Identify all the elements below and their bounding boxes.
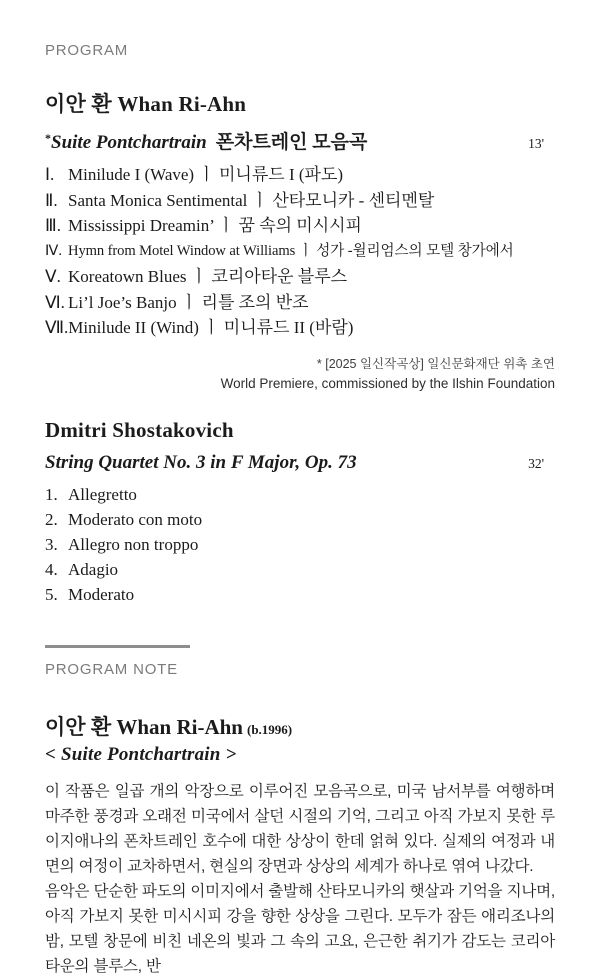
movement-title: Adagio [68,560,119,580]
composer-name-whan-ri-ahn: 이안 환 Whan Ri-Ahn [45,92,247,116]
movement-row [45,239,555,265]
movement-numeral: 5. [45,585,58,605]
movement-numeral: Ⅵ. [45,292,65,312]
movement-list-suite [45,162,555,341]
work-title-row-suite-pontchartrain [45,127,555,154]
work-title [45,131,207,154]
composer-birth-year: (b.1996) [246,721,293,737]
movement-row [45,582,555,607]
movement-row [45,213,555,239]
composer-name-shostakovich: Dmitri Shostakovich [45,417,234,442]
premiere-footnote-korean: * [2025 일신작곡상] 일신문화재단 위촉 초연 [316,356,555,371]
note-composer-name: 이안 환 Whan Ri-Ahn [45,714,243,739]
movement-title: Allegretto [68,484,137,504]
movement-title: Li’l Joe’s Banjo ㅣ 리틀 조의 반조 [68,292,309,312]
movement-numeral: Ⅳ. [45,242,62,259]
movement-row [45,264,555,290]
movement-numeral: 2. [45,509,58,529]
movement-title: Moderato con moto [68,509,203,529]
program-section-label: PROGRAM [45,42,129,59]
movement-row [45,188,555,214]
movement-list-quartet [45,482,555,608]
movement-numeral: Ⅴ. [45,267,61,286]
movement-numeral: Ⅰ. [45,165,55,184]
program-note-paragraph: 이 작품은 일곱 개의 악장으로 이루어진 모음곡으로, 미국 남서부를 여행하며 마주한 풍경과 오래전 미국에서 살던 시절의 기억, 그리고 아직 가보지 못한 루이지애나의 폰차트레인 호수에 대한 상상이 한데 얽혀 있다. 실제의 여정과 내면의 여정이 교차하면서, 현실의 장면과 상상의 세계가 하나로 엮여 나갔다. [45,782,555,875]
program-note-body [45,779,555,979]
work-duration: 13' [528,136,544,151]
movement-title: Mississippi Dreamin’ ㅣ 꿈 속의 미시시피 [68,216,362,235]
movement-title: Hymn from Motel Window at Williams ㅣ 성가 -윌리엄스의 모텔 창가에서 [68,242,514,259]
movement-row [45,482,555,507]
work-title-english: String Quartet No. 3 in F Major, Op. 73 [45,451,357,473]
work-title-row-string-quartet [45,452,555,474]
movement-title: Santa Monica Sentimental ㅣ 산타모니카 - 센티멘탈 [68,190,435,210]
premiere-asterisk: * [45,131,51,145]
note-composer-heading [45,711,555,741]
work-title-english: Suite Pontchartrain [51,132,207,153]
movement-row [45,290,555,316]
work-title-korean: 폰차트레인 모음곡 [215,132,368,153]
movement-title: Moderato [68,585,135,605]
movement-title: Minilude I (Wave) ㅣ 미니류드 I (파도) [68,165,344,184]
movement-row [45,507,555,532]
movement-title: Allegro non troppo [68,534,199,554]
premiere-footnote [45,354,555,391]
movement-numeral: 3. [45,534,58,554]
section-divider [45,645,190,648]
movement-row [45,557,555,582]
movement-numeral: Ⅶ. [45,318,69,337]
program-note-section-label: PROGRAM NOTE [45,660,178,678]
note-work-title: < Suite Pontchartrain > [45,743,237,765]
program-note-paragraph: 음악은 단순한 파도의 이미지에서 출발해 산타모니카의 햇살과 기억을 지나며, 아직 가보지 못한 미시시피 강을 향한 상상을 그린다. 모두가 잠든 애리조나의 밤, 모텔 창문에 비친 네온의 빛과 그 속의 고요, 은근한 취기가 감도는 코리아타운의 블루스, 반 [45,882,555,975]
movement-numeral: Ⅱ. [45,190,58,210]
movement-row [45,532,555,557]
movement-numeral: 4. [45,560,58,580]
movement-title: Minilude II (Wind) ㅣ 미니류드 II (바람) [68,318,354,337]
movement-row [45,315,555,341]
movement-title: Koreatown Blues ㅣ 코리아타운 블루스 [68,267,348,286]
movement-row [45,162,555,188]
movement-numeral: 1. [45,484,58,504]
movement-numeral: Ⅲ. [45,216,61,235]
premiere-footnote-english: World Premiere, commissioned by the Ilshin Foundation [220,375,555,391]
work-duration: 32' [528,455,544,471]
